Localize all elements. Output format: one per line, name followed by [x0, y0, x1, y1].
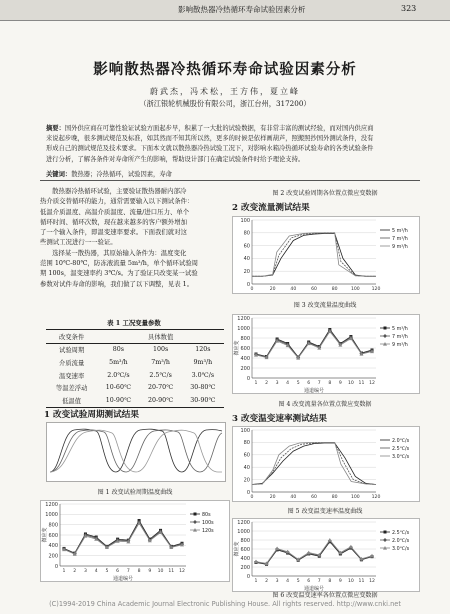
y-tick-label: 0: [246, 489, 250, 496]
section-heading-3: 3 改变温变速率测试结果: [232, 414, 327, 424]
table-cell: 2.5℃/s: [149, 371, 172, 379]
table-cell: 等温差浮动: [55, 385, 88, 393]
y-tick-label: 800: [240, 537, 250, 544]
table-cell: 3.0℃/s: [191, 371, 215, 379]
abstract-line: 形成自己的测试规范及技术要求。下面本文就以散热器冷热试验工况下，对影响水箱冷热循环试验寿命的各类试验条件: [46, 145, 374, 153]
legend-label: 80s: [202, 512, 211, 518]
y-tick-label: 200: [240, 564, 250, 571]
fig6-caption: 图 6 改变温变速率各位置点微应变数据: [272, 592, 378, 599]
y-tick-label: 40: [243, 256, 250, 263]
legend-marker: [384, 327, 387, 330]
x-tick-label: 5: [105, 569, 109, 574]
table-cell: 100s: [152, 346, 169, 354]
x-tick-label: 3: [275, 579, 279, 584]
y-tick-label: 1000: [45, 512, 58, 519]
y-axis-label: 微应变: [42, 527, 48, 543]
y-tick-label: 400: [240, 555, 250, 562]
abstract-divider: [40, 180, 420, 181]
fig5-chart: [232, 426, 420, 502]
table-row: [46, 394, 224, 407]
running-header: [0, 0, 450, 21]
fig4-chart: [232, 314, 420, 394]
abstract-line: 进行分析，了解各条件对寿命所产生的影响，帮助设计部门在确定试验条件时给予理论支持。: [46, 155, 305, 163]
y-tick-label: 40: [243, 465, 250, 471]
fig6-chart: [232, 518, 420, 592]
legend-label: 5 m³/h: [392, 228, 408, 234]
table-cell: 30-80℃: [190, 384, 216, 392]
keywords: [46, 169, 418, 178]
x-tick-label: 6: [307, 381, 311, 386]
table-cell: 10-60℃: [105, 384, 131, 392]
legend-label: 3.0℃/s: [392, 546, 410, 552]
body-text: [40, 186, 228, 289]
abstract-label: 摘要：: [46, 125, 65, 132]
y-axis-label: 微应变: [234, 541, 240, 557]
x-tick-label: 8: [328, 381, 332, 386]
y-tick-label: 1200: [237, 315, 250, 322]
keywords-label: 关键词：: [46, 171, 72, 178]
x-axis-label: 通道编号: [303, 586, 325, 592]
chart-frame: [233, 519, 420, 592]
x-tick-label: 2: [265, 579, 269, 584]
x-tick-label: 3: [83, 569, 87, 574]
x-tick-label: 100: [350, 287, 360, 292]
x-tick-label: 1: [254, 579, 258, 584]
table-row: [46, 381, 224, 394]
fig2-caption: 图 2 改变试验周期各位置点微应变数据: [272, 190, 378, 197]
legend-label: 100s: [202, 520, 214, 526]
abstract-line: 国外供应商在可靠性验证试验方面起步早，积累了一大批的试验数据，有非常丰富的测试经验，而对国内供应商: [64, 125, 374, 132]
x-tick-label: 120: [371, 287, 381, 292]
x-tick-label: 40: [290, 495, 297, 500]
fig3-chart: [232, 216, 420, 294]
legend-marker: [384, 531, 387, 534]
x-tick-label: 11: [358, 381, 365, 386]
body-line: 范围 10℃-80℃，防冻液流量 5m³/h，单个循环试验周: [40, 259, 198, 268]
y-tick-label: 80: [243, 230, 250, 237]
x-tick-label: 20: [269, 495, 276, 500]
article-authors: 蔚武杰，冯术松，王方伟，夏立峰: [150, 87, 300, 96]
table-row: [46, 369, 224, 382]
x-tick-label: 40: [290, 287, 297, 292]
x-tick-label: 8: [137, 569, 141, 574]
y-tick-label: 400: [48, 543, 58, 550]
y-tick-label: 60: [243, 452, 250, 459]
y-tick-label: 1200: [45, 501, 58, 508]
table-cell: 试验周期: [59, 347, 85, 355]
table-cell: 80s: [112, 346, 125, 354]
x-axis-label: 通道编号: [303, 388, 325, 394]
body-line: 期 100s，温变速率约 3℃/s。为了验证只改变某一试验: [40, 269, 198, 278]
table-row: [46, 356, 224, 369]
x-tick-label: 8: [328, 579, 332, 584]
table-cell: 2.0℃/s: [107, 371, 130, 379]
x-tick-label: 0: [250, 287, 254, 292]
y-tick-label: 200: [240, 365, 250, 372]
body-line: 热介质交替循环的能力，通常需要输入以下测试条件：: [40, 197, 194, 206]
x-tick-label: 7: [317, 381, 321, 386]
x-tick-label: 12: [179, 569, 185, 574]
x-tick-label: 12: [369, 579, 375, 584]
legend-label: 120s: [202, 528, 214, 534]
y-tick-label: 600: [240, 345, 250, 352]
y-tick-label: 100: [240, 217, 250, 224]
table-cell: 温变速率: [59, 372, 85, 380]
y-tick-label: 400: [240, 355, 250, 362]
article-title: 影响散热器冷热循环寿命试验因素分析: [93, 61, 357, 78]
legend-label: 3.0℃/s: [392, 454, 410, 460]
legend-marker: [194, 513, 197, 516]
y-tick-label: 0: [246, 375, 250, 382]
y-tick-label: 20: [243, 269, 250, 275]
fig1-chart: [46, 422, 226, 482]
y-axis-label: 微应变: [234, 340, 240, 356]
table-header-cell: 改变条件: [46, 330, 97, 344]
x-tick-label: 11: [358, 579, 365, 584]
x-tick-label: 1: [254, 381, 258, 386]
y-tick-label: 0: [246, 573, 250, 580]
x-tick-label: 120: [371, 495, 381, 500]
x-tick-label: 10: [347, 381, 354, 386]
table-header-cell: 具体数值: [97, 330, 224, 344]
fig3-caption: 图 3 改变流量温度曲线: [293, 302, 357, 309]
x-tick-label: 6: [307, 579, 311, 584]
keywords-text: 散热器；冷热循环，试验因素，寿命: [71, 171, 172, 178]
section-heading-2: 2 改变流量测试结果: [232, 203, 310, 213]
legend-label: 5 m³/h: [392, 326, 408, 332]
body-line: 参数对试件寿命的影响，我们做了以下调整，见表 1。: [40, 279, 194, 288]
x-tick-label: 9: [338, 381, 342, 386]
x-tick-label: 9: [338, 579, 342, 584]
legend-label: 2.5℃/s: [392, 446, 410, 452]
fig4-caption: 图 4 改变流量各位置点微应变数据: [278, 401, 372, 408]
table-cell: 10-90℃: [97, 394, 139, 407]
x-tick-label: 2: [73, 569, 77, 574]
body-line: 选择某一散热器，其原始输入条件为：温度变化: [52, 248, 187, 257]
x-tick-label: 80: [331, 287, 338, 292]
table-cell: 低温值: [46, 394, 97, 407]
table-cell: 120s: [195, 346, 211, 354]
x-axis-label: 通道编号: [112, 576, 134, 582]
section-heading-1: 1 改变试验周期测试结果: [44, 410, 139, 420]
x-tick-label: 80: [331, 495, 338, 500]
abstract-line: 来说起步晚，很多测试规范及标准，如其然而不知其所以然，更多的时候是依样画葫芦，照搬照抄国外测试条件，没有: [46, 135, 374, 143]
x-tick-label: 10: [347, 579, 354, 584]
table-cell: 30-90℃: [182, 394, 224, 407]
page-number: 323: [401, 4, 417, 13]
y-tick-label: 0: [54, 563, 58, 570]
fig1-caption: 图 1 改变试验周期温度曲线: [97, 489, 173, 496]
x-tick-label: 3: [275, 381, 279, 386]
abstract: [46, 124, 418, 165]
body-line: 了一个输入条件，即温变速率要求。下面我们就对这: [40, 228, 187, 237]
x-tick-label: 60: [311, 287, 317, 292]
table-header-row: [46, 330, 224, 344]
y-tick-label: 800: [48, 522, 58, 529]
body-line: 些测试工况进行一一验证。: [40, 238, 117, 247]
x-tick-label: 1: [62, 569, 66, 574]
y-tick-label: 60: [243, 243, 250, 250]
legend-label: 2.5℃/s: [392, 530, 410, 536]
x-tick-label: 9: [148, 569, 152, 574]
x-tick-label: 0: [250, 495, 254, 500]
x-tick-label: 60: [311, 495, 317, 500]
x-tick-label: 12: [369, 381, 375, 386]
running-title: 影响散热器冷热循环寿命试验因素分析: [178, 5, 306, 14]
table-cell: 5m³/h: [109, 358, 128, 366]
x-tick-label: 6: [116, 569, 120, 574]
copyright-footer: (C)1994-2019 China Academic Journal Electronic Publishing House. All rights reserved. http://www.cnki.net: [49, 600, 401, 608]
legend-label: 9 m³/h: [392, 342, 408, 348]
body-line: 循环时间、循环次数，现在越来越多的客户额外增加: [40, 217, 187, 226]
legend-label: 9 m³/h: [392, 244, 408, 250]
table-caption: 表 1 工况变量参数: [107, 319, 161, 327]
fig5-caption: 图 5 改变温变速率温度曲线: [287, 508, 363, 515]
y-tick-label: 600: [240, 546, 250, 553]
y-tick-label: 1000: [237, 528, 250, 535]
legend-label: 7 m³/h: [392, 236, 408, 242]
x-tick-label: 7: [317, 579, 321, 584]
legend-label: 7 m³/h: [392, 334, 408, 340]
x-tick-label: 5: [296, 381, 300, 386]
fig1-frame: [47, 423, 226, 482]
y-tick-label: 20: [243, 477, 250, 484]
y-tick-label: 80: [243, 440, 250, 447]
legend-label: 2.0℃/s: [392, 438, 410, 444]
x-tick-label: 5: [296, 579, 300, 584]
body-line: 散热器冷热循环试验，主要验证散热器耐内部冷: [52, 187, 187, 195]
table-cell: 20-90℃: [140, 394, 182, 407]
y-tick-label: 1000: [237, 325, 250, 332]
table-cell: 20-70℃: [148, 384, 174, 392]
chart-frame: [233, 427, 420, 502]
x-tick-label: 4: [94, 569, 98, 574]
table-cell: 介质流量: [59, 359, 85, 367]
x-tick-label: 10: [157, 569, 164, 574]
y-tick-label: 1200: [237, 519, 250, 526]
x-tick-label: 4: [286, 381, 290, 386]
x-tick-label: 7: [126, 569, 130, 574]
table-cell: 7m³/h: [151, 358, 170, 366]
x-tick-label: 2: [265, 381, 269, 386]
y-tick-label: 200: [48, 553, 58, 560]
x-tick-label: 20: [269, 287, 276, 292]
table-row: [46, 343, 224, 356]
legend-label: 2.0℃/s: [392, 538, 410, 544]
fig2-chart: [40, 500, 230, 582]
y-tick-label: 100: [240, 427, 250, 434]
parameter-table: [46, 329, 224, 408]
x-tick-label: 4: [286, 579, 290, 584]
y-tick-label: 600: [48, 532, 58, 539]
table-cell: 9m³/h: [193, 358, 213, 366]
body-line: 低温介质温度、高温介质温度、流量/进口压力、单个: [40, 207, 190, 216]
x-tick-label: 11: [168, 569, 175, 574]
y-tick-label: 800: [240, 335, 250, 342]
x-tick-label: 100: [350, 495, 360, 500]
y-tick-label: 0: [246, 281, 250, 288]
article-affiliation: （浙江银轮机械股份有限公司，浙江台州，317200）: [139, 99, 311, 108]
